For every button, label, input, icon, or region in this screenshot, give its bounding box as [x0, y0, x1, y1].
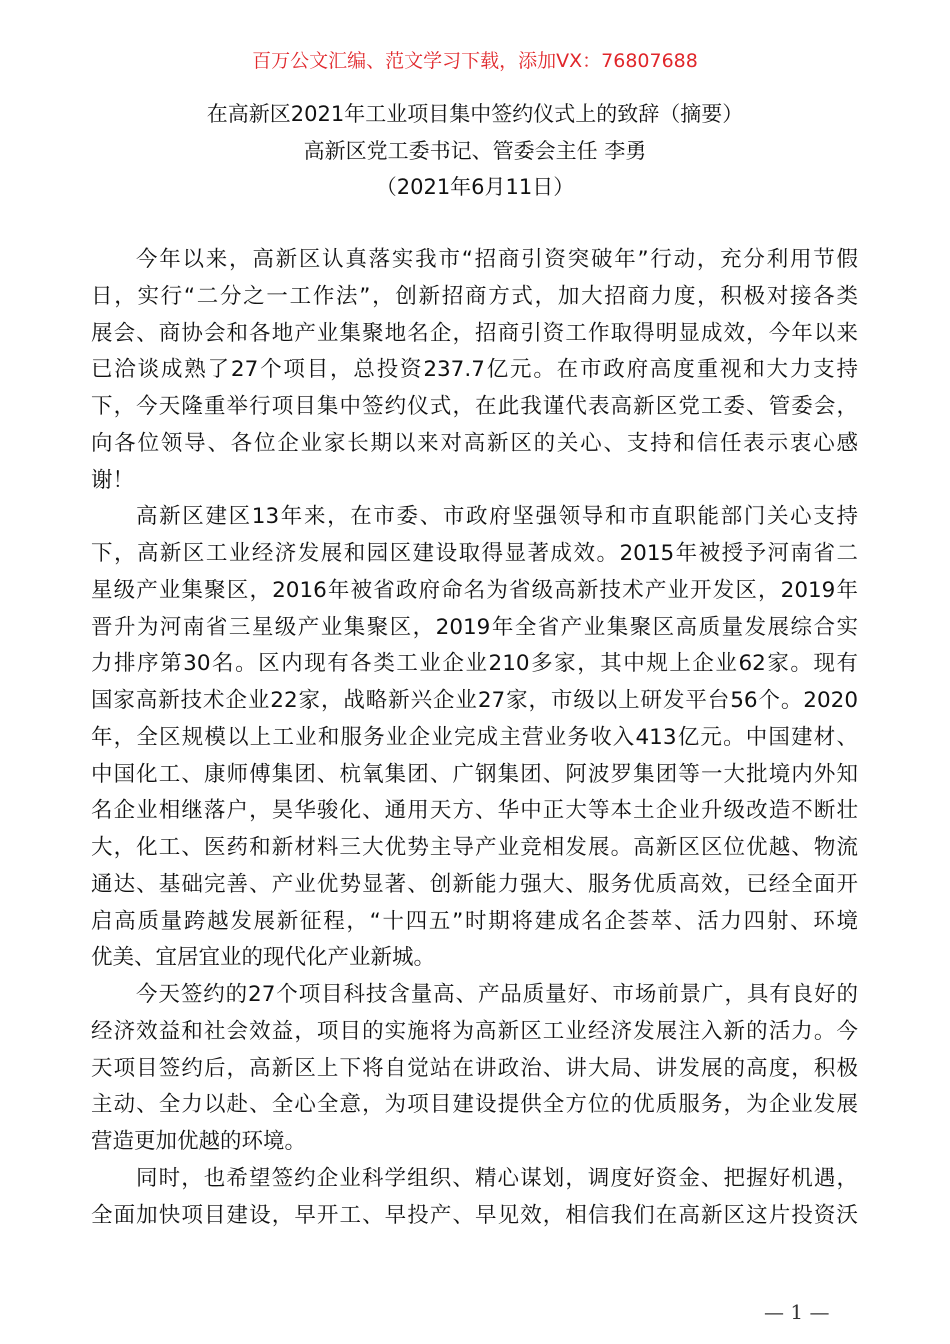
text-line: 展会、商协会和各地产业集聚地名企，招商引资工作取得明显成效，今年以来: [91, 320, 858, 346]
text-line: 大，化工、医药和新材料三大优势主导产业竞相发展。高新区区位优越、物流: [91, 835, 858, 860]
text-line: 已洽谈成熟了27个项目，总投资237.7亿元。在市政府高度重视和大力支持: [91, 357, 858, 383]
text-line: 经济效益和社会效益，项目的实施将为高新区工业经济发展注入新的活力。今: [91, 1018, 858, 1044]
text-line: 力排序第30名。区内现有各类工业企业210多家，其中规上企业62家。现有: [91, 651, 858, 677]
page-number: — 1 —: [764, 1300, 830, 1324]
text-line: 谢！: [91, 467, 135, 493]
text-line: 下，今天隆重举行项目集中签约仪式，在此我谨代表高新区党工委、管委会，: [91, 394, 858, 419]
paragraph: [91, 499, 858, 977]
author-line: 高新区党工委书记、管委会主任 李勇: [303, 139, 647, 163]
text-line: 营造更加优越的环境。: [91, 1129, 307, 1154]
text-line: 主动、全力以赴、全心全意，为项目建设提供全方位的优质服务，为企业发展: [91, 1092, 858, 1118]
text-line: 天项目签约后，高新区上下将自觉站在讲政治、讲大局、讲发展的高度，积极: [91, 1055, 858, 1081]
text-line: 日，实行“二分之一工作法”，创新招商方式，加大招商力度，积极对接各类: [91, 283, 858, 309]
download-banner: 百万公文汇编、范文学习下载，添加VX：76807688: [252, 50, 698, 72]
document-title: 在高新区2021年工业项目集中签约仪式上的致辞（摘要）: [206, 102, 744, 126]
paragraph: [91, 242, 858, 499]
text-line: 启高质量跨越发展新征程，“十四五”时期将建成名企荟萃、活力四射、环境: [91, 908, 858, 934]
text-line: 今天签约的27个项目科技含量高、产品质量好、市场前景广，具有良好的: [136, 982, 858, 1007]
text-line: 全面加快项目建设，早开工、早投产、早见效，相信我们在高新区这片投资沃: [91, 1202, 858, 1228]
paragraph: [91, 1161, 858, 1235]
text-line: 优美、宜居宜业的现代化产业新城。: [91, 945, 436, 971]
paragraph: [91, 977, 858, 1161]
text-line: 中国化工、康师傅集团、杭氧集团、广钢集团、阿波罗集团等一大批境内外知: [91, 761, 858, 787]
text-line: 今年以来，高新区认真落实我市“招商引资突破年”行动，充分利用节假: [136, 247, 858, 272]
text-line: 国家高新技术企业22家，战略新兴企业27家，市级以上研发平台56个。2020: [91, 688, 858, 713]
text-line: 向各位领导、各位企业家长期以来对高新区的关心、支持和信任表示衷心感: [91, 430, 858, 456]
text-line: 下，高新区工业经济发展和园区建设取得显著成效。2015年被授予河南省二: [91, 541, 858, 566]
text-line: 同时，也希望签约企业科学组织、精心谋划，调度好资金、把握好机遇，: [136, 1165, 858, 1191]
text-line: 晋升为河南省三星级产业集聚区，2019年全省产业集聚区高质量发展综合实: [91, 614, 858, 640]
text-line: 高新区建区13年来，在市委、市政府坚强领导和市直职能部门关心支持: [136, 504, 858, 530]
text-line: 名企业相继落户，昊华骏化、通用天方、华中正大等本土企业升级改造不断壮: [91, 798, 858, 824]
document-body: [91, 242, 858, 1234]
text-line: 星级产业集聚区，2016年被省政府命名为省级高新技术产业开发区，2019年: [91, 577, 858, 603]
date-line: （2021年6月11日）: [375, 175, 575, 199]
text-line: 年，全区规模以上工业和服务业企业完成主营业务收入413亿元。中国建材、: [91, 724, 858, 750]
text-line: 通达、基础完善、产业优势显著、创新能力强大、服务优质高效，已经全面开: [91, 871, 858, 897]
